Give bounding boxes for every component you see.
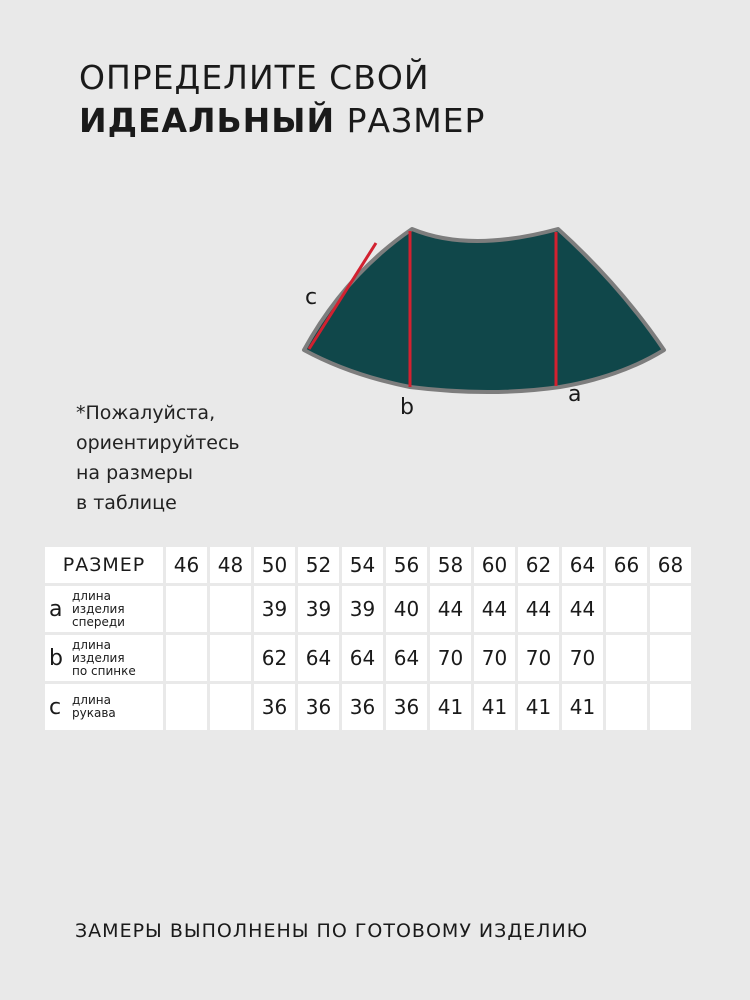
table-cell: 62 [254, 635, 295, 681]
table-cell: 39 [342, 586, 383, 632]
table-cell: 36 [342, 684, 383, 730]
row-description-line: по спинке [72, 663, 136, 678]
size-column-header: 52 [298, 547, 339, 583]
size-note [76, 398, 240, 518]
table-cell: 44 [562, 586, 603, 632]
table-cell [166, 635, 207, 681]
row-description-line: длина [72, 637, 111, 652]
table-cell: 70 [518, 635, 559, 681]
table-header-row [45, 547, 691, 583]
size-column-header: 58 [430, 547, 471, 583]
table-cell [606, 684, 647, 730]
row-description-line: длина [72, 588, 111, 603]
table-cell [166, 684, 207, 730]
table-row [45, 684, 691, 730]
table-cell: 64 [342, 635, 383, 681]
table-cell: 44 [474, 586, 515, 632]
note-line: ориентируйтесь [76, 432, 240, 454]
table-row [45, 586, 691, 632]
table-cell: 64 [386, 635, 427, 681]
table-cell [166, 586, 207, 632]
row-letter: b [49, 645, 63, 671]
size-table [42, 544, 694, 733]
page-title-line2 [79, 101, 485, 140]
row-letter: c [49, 694, 62, 720]
table-cell [650, 586, 691, 632]
table-cell [650, 684, 691, 730]
garment-shape [304, 229, 664, 392]
note-line: на размеры [76, 462, 193, 484]
size-column-header: 48 [210, 547, 251, 583]
measure-label-b: b [400, 395, 414, 420]
row-description [72, 639, 136, 678]
table-cell: 70 [562, 635, 603, 681]
table-cell: 41 [562, 684, 603, 730]
table-cell [210, 684, 251, 730]
table-cell: 39 [298, 586, 339, 632]
row-label-cell [45, 586, 163, 632]
row-description [72, 590, 125, 629]
row-description [72, 694, 116, 720]
row-description-line: рукава [72, 706, 116, 720]
table-cell: 41 [474, 684, 515, 730]
row-label-cell [45, 635, 163, 681]
row-description-line: изделия [72, 650, 125, 665]
page-title-bold: ИДЕАЛЬНЫЙ [79, 101, 336, 140]
footer-note: ЗАМЕРЫ ВЫПОЛНЕНЫ ПО ГОТОВОМУ ИЗДЕЛИЮ [75, 920, 589, 942]
size-column-header: 60 [474, 547, 515, 583]
note-line: в таблице [76, 492, 177, 514]
size-column-header: 62 [518, 547, 559, 583]
garment-diagram [290, 205, 680, 425]
size-column-header: 46 [166, 547, 207, 583]
table-cell: 70 [430, 635, 471, 681]
table-cell: 39 [254, 586, 295, 632]
size-column-header: 50 [254, 547, 295, 583]
table-cell [210, 586, 251, 632]
table-row [45, 635, 691, 681]
table-cell: 64 [298, 635, 339, 681]
size-column-header: 54 [342, 547, 383, 583]
table-cell: 70 [474, 635, 515, 681]
table-cell: 36 [298, 684, 339, 730]
row-description-line: длина [72, 693, 111, 707]
table-cell [606, 586, 647, 632]
size-column-header: 68 [650, 547, 691, 583]
size-column-header: 56 [386, 547, 427, 583]
table-cell [210, 635, 251, 681]
table-cell: 36 [386, 684, 427, 730]
note-line: *Пожалуйста, [76, 402, 216, 424]
table-cell [650, 635, 691, 681]
row-label-cell [45, 684, 163, 730]
table-cell: 41 [430, 684, 471, 730]
size-column-header: 66 [606, 547, 647, 583]
table-cell [606, 635, 647, 681]
page-title-rest: РАЗМЕР [335, 101, 486, 140]
table-cell: 44 [518, 586, 559, 632]
size-header-cell: РАЗМЕР [45, 547, 163, 583]
row-description-line: спереди [72, 614, 125, 629]
size-column-header: 64 [562, 547, 603, 583]
table-cell: 40 [386, 586, 427, 632]
table-cell: 36 [254, 684, 295, 730]
table-cell: 44 [430, 586, 471, 632]
measure-label-c: c [305, 285, 318, 310]
row-letter: a [49, 596, 63, 622]
table-cell: 41 [518, 684, 559, 730]
measure-label-a: a [568, 382, 582, 407]
row-description-line: изделия [72, 601, 125, 616]
page-title-line1: ОПРЕДЕЛИТЕ СВОЙ [79, 58, 430, 97]
